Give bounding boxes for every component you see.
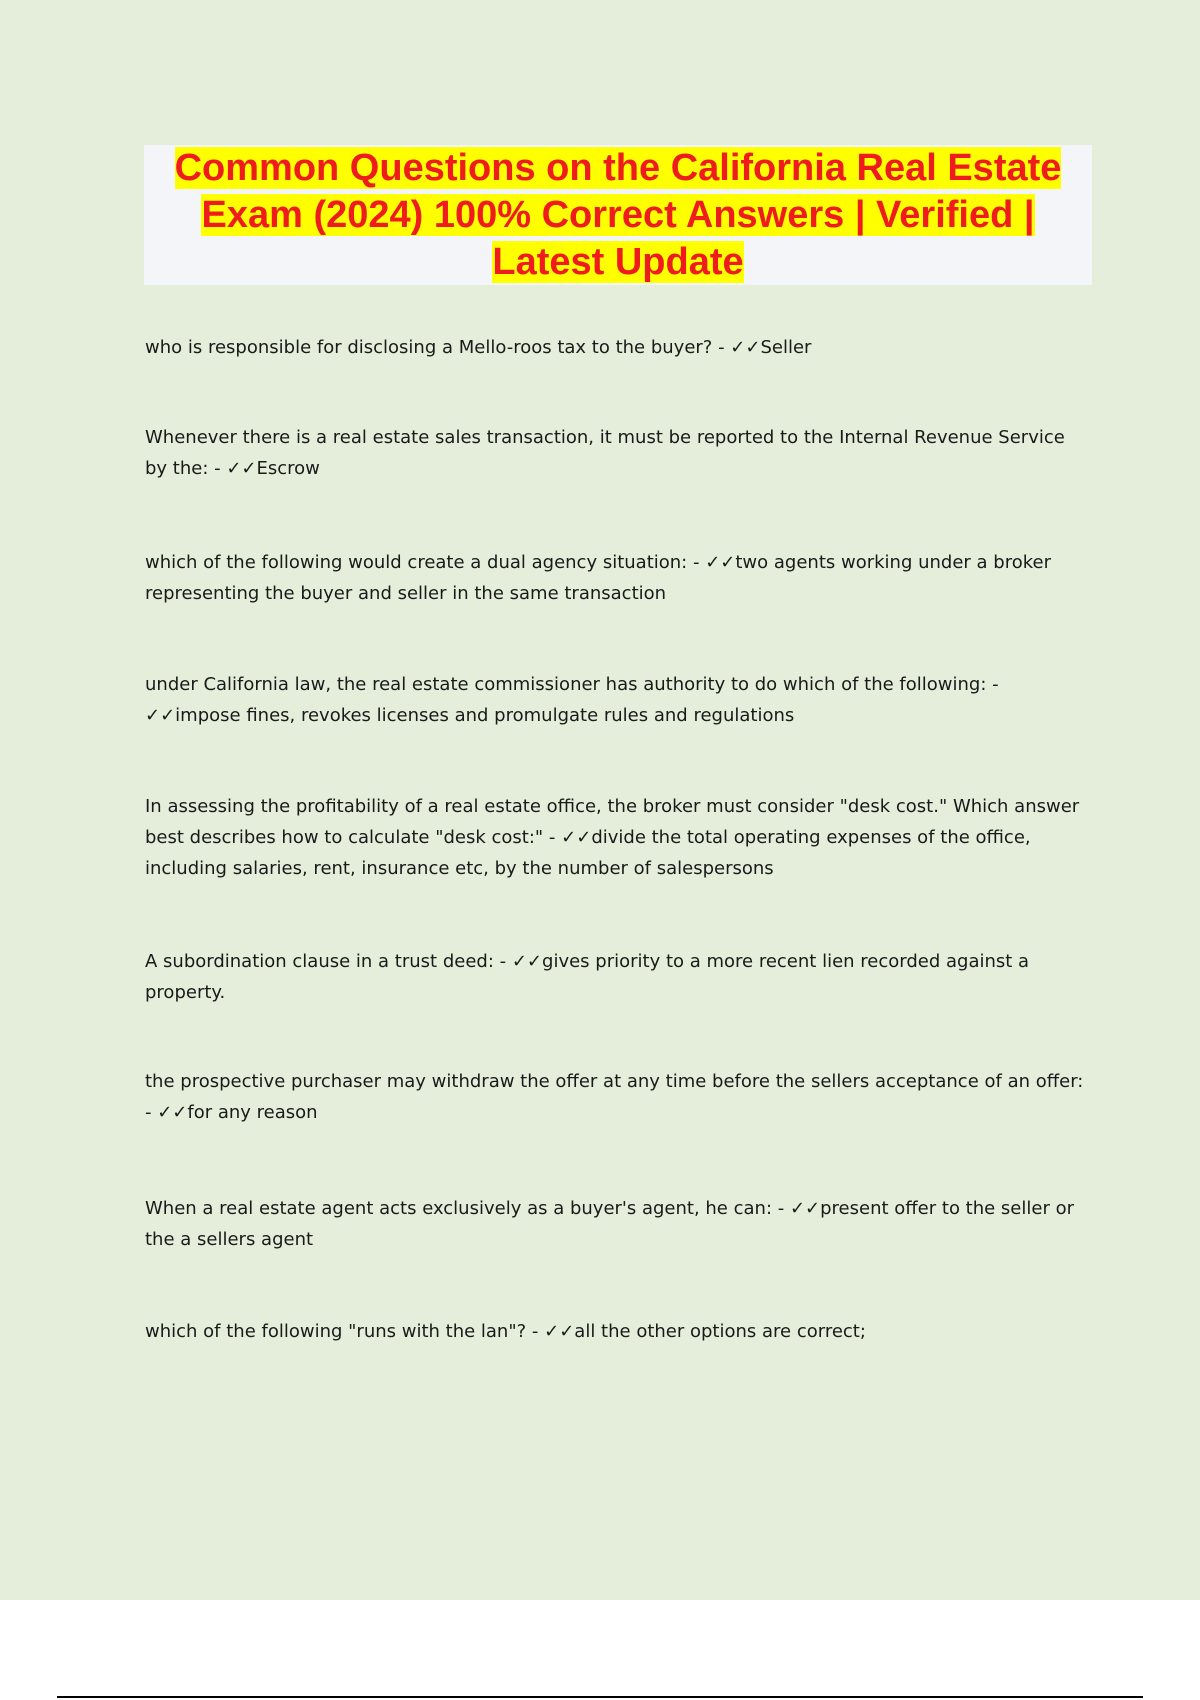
question-text: In assessing the profitability of a real estate office, the broker must consider "desk cost." Which answer best describes how to calculate "desk cost:" - xyxy=(145,796,1080,848)
check-mark-icon: ✓✓ xyxy=(157,1102,188,1123)
check-mark-icon: ✓✓ xyxy=(226,458,257,479)
answer-text: gives priority to a more recent lien recorded against a property. xyxy=(145,951,1030,1003)
title-box xyxy=(144,145,1092,285)
qa-item xyxy=(145,1193,1090,1255)
footer-divider xyxy=(57,1696,1143,1698)
question-text: the prospective purchaser may withdraw the offer at any time before the sellers acceptance of an offer: - xyxy=(145,1071,1084,1123)
answer-text: present offer to the seller or the a sellers agent xyxy=(145,1198,1074,1250)
check-mark-icon: ✓✓ xyxy=(561,827,592,848)
question-text: which of the following would create a dual agency situation: - xyxy=(145,552,706,573)
question-text: When a real estate agent acts exclusively as a buyer's agent, he can: - xyxy=(145,1198,790,1219)
check-mark-icon: ✓✓ xyxy=(511,951,543,972)
answer-text: Escrow xyxy=(256,458,320,479)
qa-item xyxy=(145,547,1090,609)
question-text: under California law, the real estate commissioner has authority to do which of the following: - xyxy=(145,674,999,695)
answer-text: divide the total operating expenses of the office, including salaries, rent, insurance etc, by the number of salespersons xyxy=(145,827,1031,879)
document-title xyxy=(144,145,1092,286)
qa-item xyxy=(145,332,1090,363)
answer-text: all the other options are correct; xyxy=(574,1321,866,1342)
check-mark-icon: ✓✓ xyxy=(789,1198,821,1219)
check-mark-icon: ✓✓ xyxy=(544,1321,575,1342)
question-text: which of the following "runs with the lan"? - xyxy=(145,1321,545,1342)
answer-text: Seller xyxy=(760,337,812,358)
question-text: A subordination clause in a trust deed: - xyxy=(145,951,512,972)
check-mark-icon: ✓✓ xyxy=(145,705,176,726)
qa-item xyxy=(145,1066,1090,1128)
qa-item xyxy=(145,669,1090,731)
check-mark-icon: ✓✓ xyxy=(730,337,761,358)
qa-item xyxy=(145,422,1090,484)
answer-text: impose fines, revokes licenses and promulgate rules and regulations xyxy=(175,705,795,726)
document-title-text: Common Questions on the California Real Estate Exam (2024) 100% Correct Answers | Verified | Latest Update xyxy=(174,147,1062,283)
question-text: Whenever there is a real estate sales transaction, it must be reported to the Internal Revenue Service by the: - xyxy=(145,427,1065,479)
answer-text: two agents working under a broker representing the buyer and seller in the same transaction xyxy=(145,552,1051,604)
qa-item xyxy=(145,946,1090,1008)
qa-item xyxy=(145,791,1090,884)
question-text: who is responsible for disclosing a Mello-roos tax to the buyer? - xyxy=(145,337,731,358)
answer-text: for any reason xyxy=(187,1102,318,1123)
check-mark-icon: ✓✓ xyxy=(705,552,736,573)
qa-item xyxy=(145,1316,1090,1347)
